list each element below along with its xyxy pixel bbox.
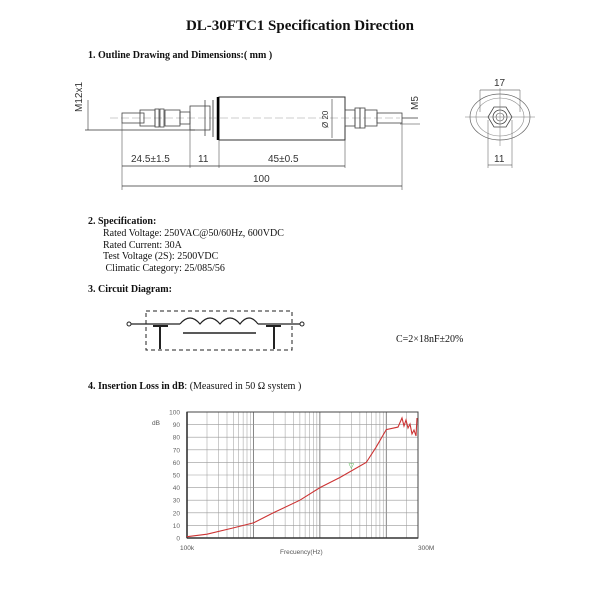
dim-len-b: 11 — [198, 154, 209, 165]
svg-text:80: 80 — [172, 434, 180, 442]
svg-text:30: 30 — [172, 497, 180, 505]
dim-len-c: 45±0.5 — [268, 154, 299, 165]
svg-text:90: 90 — [172, 422, 180, 430]
spec-rated-current: Rated Current: 30A — [103, 239, 182, 251]
dim-side-hex: 11 — [494, 154, 505, 165]
dim-thread-right: M5 — [410, 96, 421, 110]
capacitance-value: C=2×18nF±20% — [396, 334, 464, 345]
svg-text:70: 70 — [172, 447, 180, 455]
insertion-loss-heading-bold: 4. Insertion Loss in dB — [88, 381, 185, 392]
svg-text:20: 20 — [172, 510, 180, 518]
insertion-loss-heading-rest: : (Measured in 50 Ω system ) — [184, 381, 302, 392]
y-axis-label: dB — [152, 420, 160, 427]
section-heading-specification: 2. Specification: — [88, 216, 157, 227]
dim-total: 100 — [253, 174, 270, 185]
x-axis-label: Frecuency(Hz) — [280, 549, 323, 556]
svg-text:0: 0 — [176, 535, 180, 543]
svg-text:40: 40 — [172, 485, 180, 493]
spec-test-voltage: Test Voltage (2S): 2500VDC — [103, 251, 219, 262]
dim-diameter: Ø 20 — [321, 110, 330, 128]
svg-text:▽: ▽ — [348, 461, 354, 470]
document-title: DL-30FTC1 Specification Direction — [185, 18, 415, 34]
spec-climatic-category: Climatic Category: 25/085/56 — [103, 262, 225, 274]
svg-text:10: 10 — [172, 522, 180, 530]
svg-text:100: 100 — [169, 409, 180, 417]
x-tick-min: 100k — [180, 545, 195, 552]
section-heading-outline: 1. Outline Drawing and Dimensions:( mm ) — [88, 50, 273, 61]
section-heading-circuit: 3. Circuit Diagram: — [88, 284, 172, 295]
svg-text:50: 50 — [172, 472, 180, 480]
x-tick-max: 300M — [418, 545, 435, 552]
dim-thread-left: M12x1 — [74, 81, 85, 112]
dim-len-a: 24.5±1.5 — [131, 154, 170, 165]
svg-text:60: 60 — [172, 459, 180, 467]
dim-side-width: 17 — [494, 78, 506, 89]
spec-rated-voltage: Rated Voltage: 250VAC@50/60Hz, 600VDC — [103, 228, 284, 239]
